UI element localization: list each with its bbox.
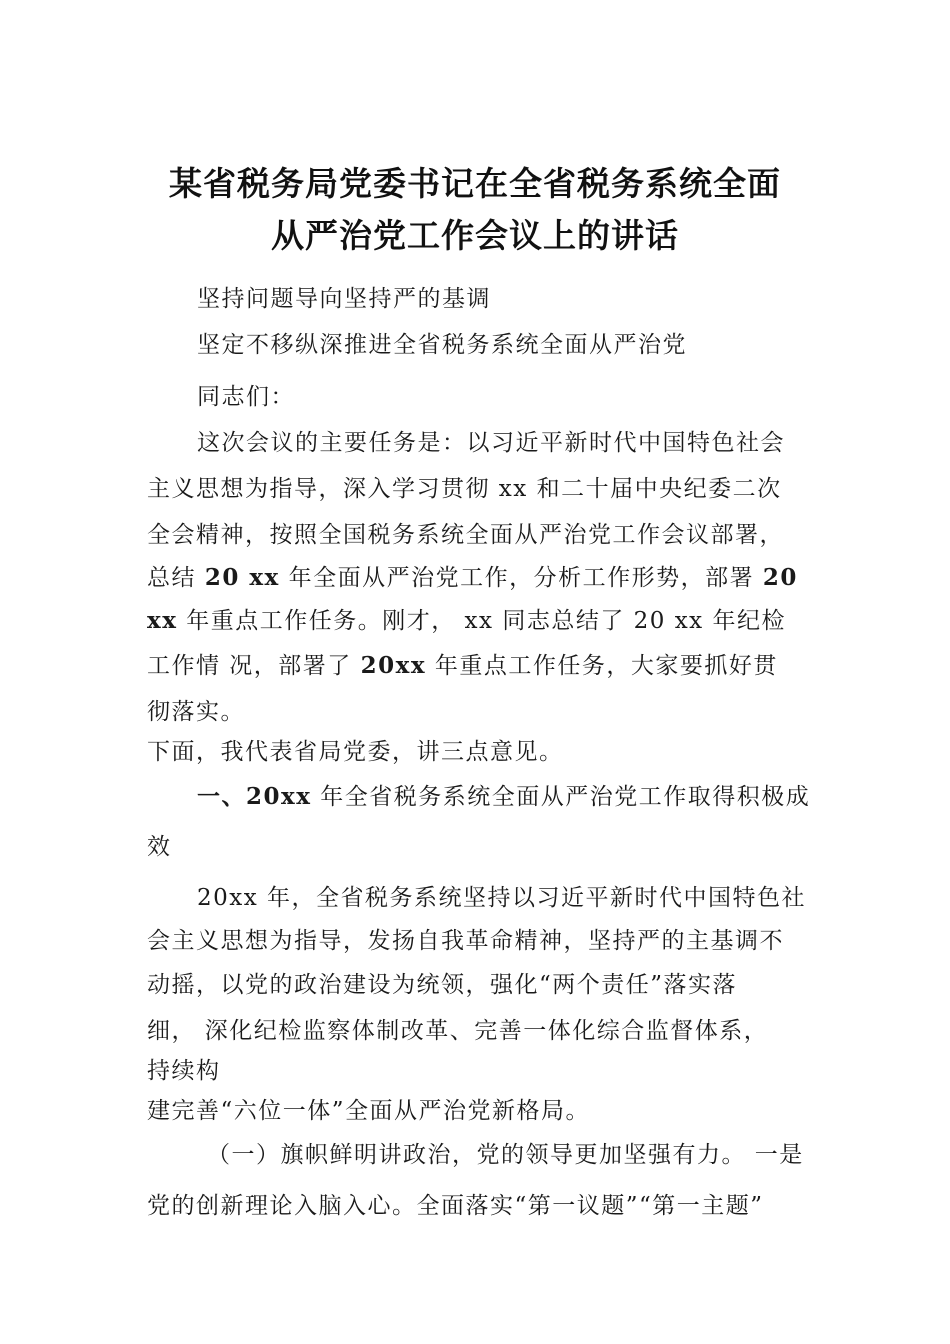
paragraph-2: 下面，我代表省局党委，讲三点意见。 xyxy=(147,739,564,765)
subtitle-line-2: 坚定不移纵深推进全省税务系统全面从严治党 xyxy=(197,332,687,358)
text-run: 年全面从严治党工作，分析工作形势，部署 xyxy=(279,565,763,591)
paragraph-1-line-4 xyxy=(147,563,798,593)
bold-run: 20 xx xyxy=(204,564,280,591)
bold-run: 20xx xyxy=(360,652,427,679)
paragraph-1-line-2: 主义思想为指导，深入学习贯彻 xx 和二十届中央纪委二次 xyxy=(147,476,782,502)
text-run: 年全省税务系统全面从严治党工作取得积极成 xyxy=(311,784,811,810)
document-title-line-1: 某省税务局党委书记在全省税务系统全面 xyxy=(169,164,781,203)
document-title-line-2: 从严治党工作会议上的讲话 xyxy=(271,216,679,255)
paragraph-3-line-1: 20xx 年，全省税务系统坚持以习近平新时代中国特色社 xyxy=(197,885,807,911)
bold-run: xx xyxy=(147,607,178,634)
text-run: 工作情 况，部署了 xyxy=(147,653,361,679)
paragraph-3-line-3: 动摇，以党的政治建设为统领，强化“两个责任”落实落 xyxy=(147,972,738,998)
paragraph-3-line-6: 建完善“六位一体”全面从严治党新格局。 xyxy=(147,1098,591,1124)
paragraph-3-line-5: 持续构 xyxy=(147,1058,221,1084)
paragraph-1-line-5 xyxy=(147,606,786,636)
salutation: 同志们： xyxy=(197,384,295,410)
section-1-heading-line-1 xyxy=(197,782,810,812)
paragraph-4-line-2: 党的创新理论入脑入心。全面落实“第一议题”“第一主题” xyxy=(147,1193,764,1219)
paragraph-1-line-3: 全会精神，按照全国税务系统全面从严治党工作会议部署， xyxy=(147,522,784,548)
text-run: 总结 xyxy=(147,565,205,591)
paragraph-3-line-4: 细， 深化纪检监察体制改革、完善一体化综合监督体系， xyxy=(147,1018,769,1044)
paragraph-1-line-7: 彻落实。 xyxy=(147,699,245,725)
text-run: 一、20xx xyxy=(197,783,312,810)
paragraph-1-line-6 xyxy=(147,651,778,681)
paragraph-4-line-1: （一）旗帜鲜明讲政治，党的领导更加坚强有力。 一是 xyxy=(207,1142,804,1168)
text-run: 年重点工作任务，大家要抓好贯 xyxy=(426,653,778,679)
text-run: 年重点工作任务。刚才， xx 同志总结了 20 xx 年纪检 xyxy=(177,608,786,634)
paragraph-1-line-1: 这次会议的主要任务是：以习近平新时代中国特色社会 xyxy=(197,430,785,456)
paragraph-3-line-2: 会主义思想为指导，发扬自我革命精神，坚持严的主基调不 xyxy=(147,928,784,954)
subtitle-line-1: 坚持问题导向坚持严的基调 xyxy=(197,286,491,312)
bold-run: 20 xyxy=(762,564,798,591)
section-1-heading-line-2: 效 xyxy=(147,834,172,860)
